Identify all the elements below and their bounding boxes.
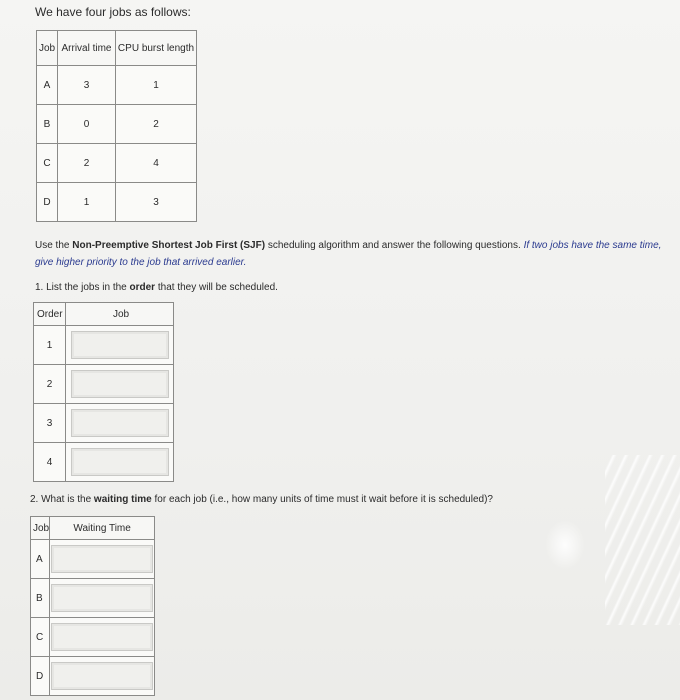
- waiting-time-table: [30, 516, 155, 696]
- order-number: 3: [34, 404, 66, 443]
- job-name: B: [37, 105, 58, 144]
- order-answer-input[interactable]: [71, 409, 169, 437]
- header-order: Order: [34, 303, 66, 326]
- job-name: D: [37, 183, 58, 222]
- header-waiting-time: Waiting Time: [50, 517, 155, 540]
- question-2: [30, 492, 493, 507]
- table-row: [31, 579, 155, 618]
- jobs-table: [36, 30, 197, 222]
- waiting-time-input[interactable]: [51, 545, 153, 573]
- waiting-answer-cell: [50, 618, 155, 657]
- table-row: [34, 326, 174, 365]
- order-answer-cell: [66, 404, 174, 443]
- burst-length: 3: [116, 183, 197, 222]
- header-cpu-burst: CPU burst length: [116, 31, 197, 66]
- q1-prefix: 1. List the jobs in the: [35, 282, 130, 293]
- screen-glare: [605, 455, 680, 625]
- waiting-answer-cell: [50, 657, 155, 696]
- arrival-time: 1: [58, 183, 116, 222]
- burst-length: 2: [116, 105, 197, 144]
- table-row: [37, 105, 197, 144]
- table-row: [34, 365, 174, 404]
- header-job: Job: [37, 31, 58, 66]
- q2-suffix: for each job (i.e., how many units of time must it wait before it is scheduled)?: [151, 494, 493, 505]
- job-name: A: [37, 66, 58, 105]
- q1-suffix: that they will be scheduled.: [155, 282, 278, 293]
- screen-glare-spot: [545, 520, 585, 570]
- table-row: [31, 540, 155, 579]
- order-table: [33, 302, 174, 482]
- waiting-time-input[interactable]: [51, 623, 153, 651]
- waiting-table-header: [31, 517, 155, 540]
- instructions-algorithm: Non-Preemptive Shortest Job First (SJF): [72, 240, 266, 251]
- arrival-time: 0: [58, 105, 116, 144]
- job-name: B: [31, 579, 50, 618]
- instructions-text: [35, 238, 675, 271]
- order-answer-input[interactable]: [71, 448, 169, 476]
- q2-prefix: 2. What is the: [30, 494, 94, 505]
- waiting-answer-cell: [50, 579, 155, 618]
- instructions-middle: scheduling algorithm and answer the following questions.: [265, 240, 524, 251]
- q2-bold: waiting time: [93, 494, 152, 505]
- arrival-time: 2: [58, 144, 116, 183]
- order-answer-input[interactable]: [71, 370, 169, 398]
- order-number: 4: [34, 443, 66, 482]
- table-row: [34, 404, 174, 443]
- waiting-answer-cell: [50, 540, 155, 579]
- instructions-tie-rule: If two jobs have the same time, give higher priority to the job that arrived earlier.: [35, 240, 662, 268]
- table-row: [31, 657, 155, 696]
- waiting-time-input[interactable]: [51, 662, 153, 690]
- header-job: Job: [31, 517, 50, 540]
- job-name: D: [31, 657, 50, 696]
- arrival-time: 3: [58, 66, 116, 105]
- waiting-time-input[interactable]: [51, 584, 153, 612]
- burst-length: 4: [116, 144, 197, 183]
- table-row: [34, 443, 174, 482]
- job-name: C: [37, 144, 58, 183]
- jobs-table-header: [37, 31, 197, 66]
- table-row: [31, 618, 155, 657]
- q1-bold: order: [129, 282, 156, 293]
- instructions-prefix: Use the: [35, 240, 73, 251]
- order-answer-cell: [66, 443, 174, 482]
- burst-length: 1: [116, 66, 197, 105]
- table-row: [37, 66, 197, 105]
- order-number: 2: [34, 365, 66, 404]
- question-1: [35, 280, 278, 295]
- table-row: [37, 183, 197, 222]
- table-row: [37, 144, 197, 183]
- order-table-header: [34, 303, 174, 326]
- order-answer-input[interactable]: [71, 331, 169, 359]
- header-job: Job: [66, 303, 174, 326]
- intro-text: We have four jobs as follows:: [35, 5, 191, 19]
- job-name: C: [31, 618, 50, 657]
- order-answer-cell: [66, 365, 174, 404]
- order-answer-cell: [66, 326, 174, 365]
- header-arrival-time: Arrival time: [58, 31, 116, 66]
- order-number: 1: [34, 326, 66, 365]
- job-name: A: [31, 540, 50, 579]
